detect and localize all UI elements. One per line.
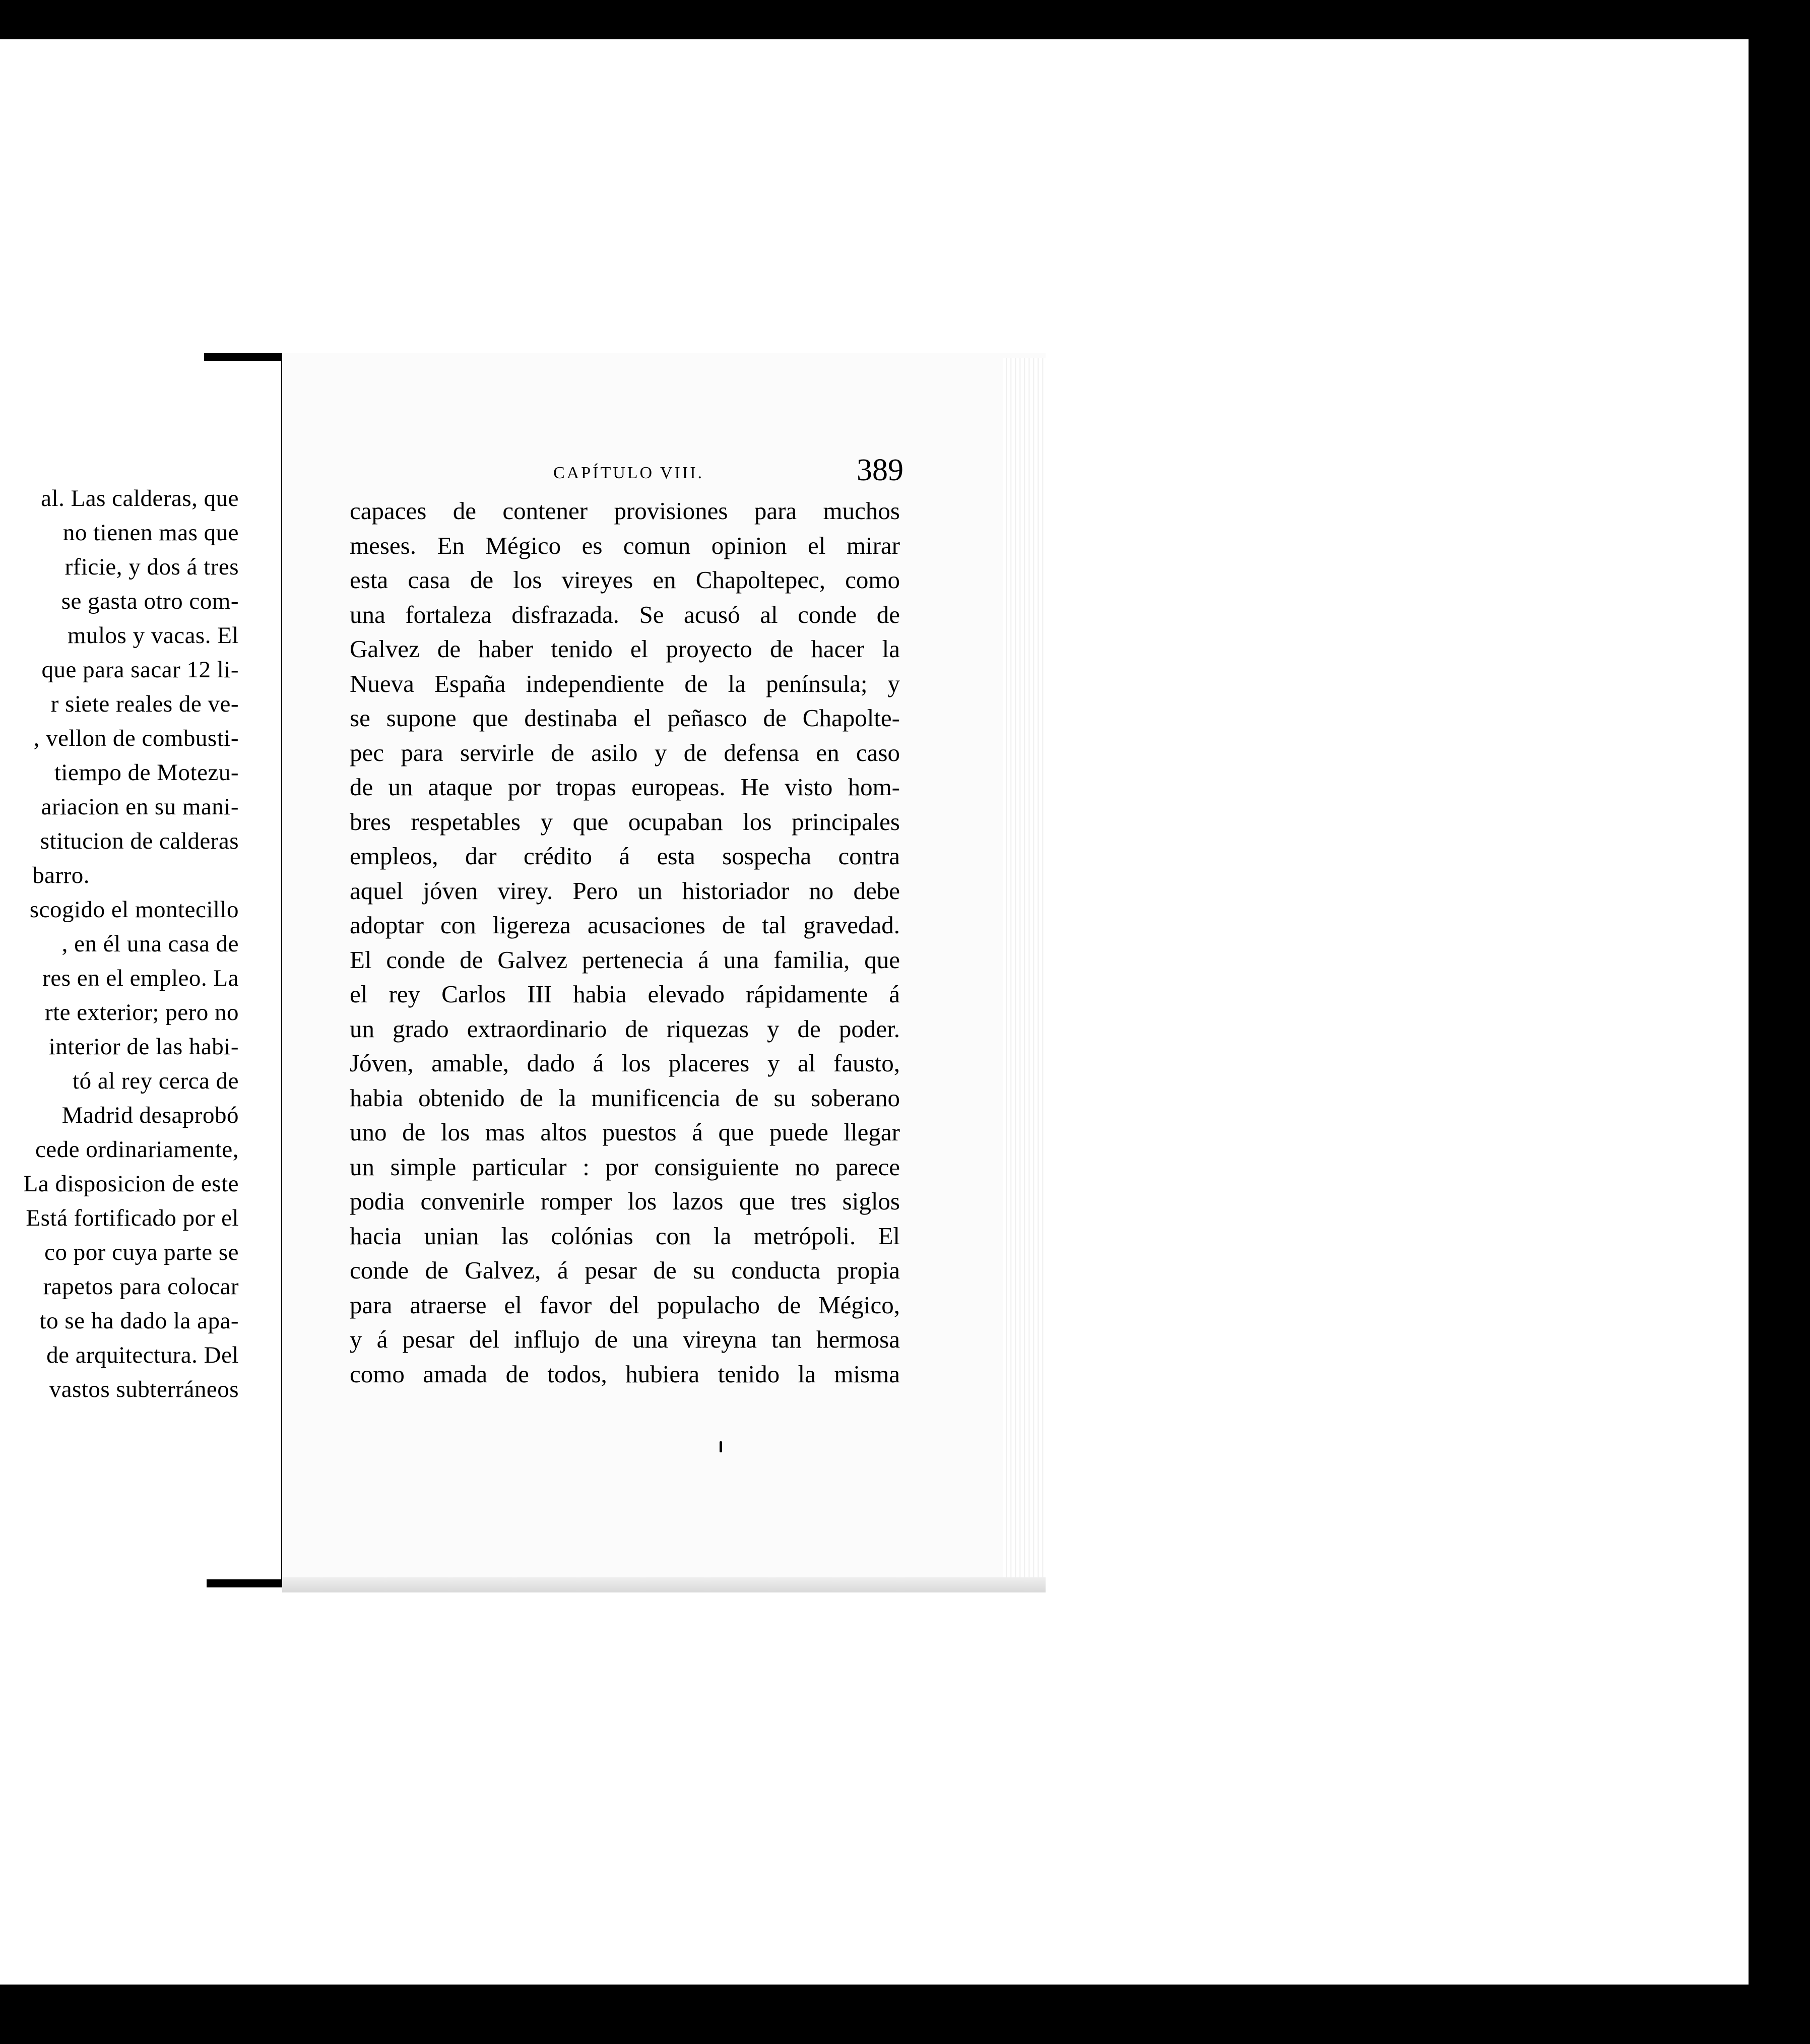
text-line: el rey Carlos III habia elevado rápidamente á: [350, 980, 900, 1008]
left-page-line: rapetos para colocar: [43, 1273, 239, 1300]
text-line: meses. En Mégico es comun opinion el mirar: [350, 531, 900, 559]
left-page-line: , vellon de combusti-: [33, 725, 239, 751]
left-page-line: no tienen mas que: [62, 520, 239, 546]
text-line: uno de los mas altos puestos á que puede llegar: [350, 1118, 900, 1146]
left-page-fragment: [0, 485, 241, 1473]
left-page-line: se gasta otro com-: [61, 588, 239, 614]
left-page-line: tó al rey cerca de: [73, 1068, 239, 1094]
text-line: esta casa de los vireyes en Chapoltepec, como: [350, 566, 900, 594]
left-page-line: tiempo de Motezu-: [54, 759, 239, 786]
left-page-line: to se ha dado la apa-: [39, 1308, 239, 1334]
left-page-line: co por cuya parte se: [44, 1239, 239, 1265]
text-line: un grado extraordinario de riquezas y de poder.: [350, 1014, 900, 1043]
text-line: para atraerse el favor del populacho de Mégico,: [350, 1291, 900, 1319]
left-page-line: Madrid desaprobó: [61, 1102, 239, 1128]
left-page-line: que para sacar 12 li-: [41, 657, 239, 683]
text-line: conde de Galvez, á pesar de su conducta propia: [350, 1256, 900, 1284]
left-page-line: stitucion de calderas: [40, 828, 239, 854]
page-edge-stack: [1003, 358, 1046, 1577]
text-line: como amada de todos, hubiera tenido la misma: [350, 1360, 900, 1388]
running-head: CAPÍTULO VIII.: [553, 464, 704, 482]
text-line: hacia unian las colónias con la metrópoli. El: [350, 1222, 900, 1250]
left-page-line: al. Las calderas, que: [41, 485, 239, 512]
text-line: un simple particular : por consiguiente no parece: [350, 1153, 900, 1181]
text-line: habia obtenido de la munificencia de su soberano: [350, 1083, 900, 1112]
text-line: podia convenirle romper los lazos que tres siglos: [350, 1187, 900, 1215]
text-line: Nueva España independiente de la península; y: [350, 669, 900, 697]
left-page-line: rficie, y dos á tres: [64, 554, 239, 580]
scan-speck: [287, 2013, 292, 2017]
left-page-line: barro.: [32, 862, 90, 888]
scan-speck: [720, 1441, 722, 1452]
page-bottom-edge: [282, 1577, 1046, 1592]
left-page-line: rte exterior; pero no: [44, 999, 239, 1026]
body-text: [350, 494, 900, 1391]
text-line: El conde de Galvez pertenecia á una familia, que: [350, 945, 900, 974]
text-line: empleos, dar crédito á esta sospecha contra: [350, 842, 900, 870]
text-line: pec para servirle de asilo y de defensa en caso: [350, 738, 900, 766]
left-page-line: de arquitectura. Del: [46, 1342, 239, 1368]
text-line: Jóven, amable, dado á los placeres y al fausto,: [350, 1049, 900, 1077]
left-page-line: Está fortificado por el: [26, 1205, 239, 1231]
text-line: se supone que destinaba el peñasco de Chapolte-: [350, 704, 900, 732]
page-number: 389: [857, 453, 903, 487]
text-line: y á pesar del influjo de una vireyna tan hermosa: [350, 1325, 900, 1353]
left-page-line: r siete reales de ve-: [50, 691, 239, 717]
text-line: adoptar con ligereza acusaciones de tal gravedad.: [350, 911, 900, 939]
text-line: Galvez de haber tenido el proyecto de hacer la: [350, 635, 900, 663]
gutter-top-rule: [204, 353, 287, 361]
left-page-line: ariacion en su mani-: [41, 794, 239, 820]
text-line: aquel jóven virey. Pero un historiador no debe: [350, 876, 900, 905]
text-line: bres respetables y que ocupaban los principales: [350, 807, 900, 836]
scan-speck: [1245, 1996, 1248, 2001]
text-line: de un ataque por tropas europeas. He visto hom-: [350, 773, 900, 801]
left-page-line: scogido el montecillo: [29, 897, 239, 923]
left-page-line: mulos y vacas. El: [67, 622, 239, 649]
left-page-line: interior de las habi-: [48, 1034, 239, 1060]
left-page-line: La disposicion de este: [23, 1171, 239, 1197]
left-page-line: cede ordinariamente,: [35, 1136, 239, 1163]
left-page-line: , en él una casa de: [61, 931, 239, 957]
text-line: una fortaleza disfrazada. Se acusó al conde de: [350, 600, 900, 628]
text-line: capaces de contener provisiones para muchos: [350, 497, 900, 525]
left-page-line: vastos subterráneos: [49, 1376, 239, 1402]
left-page-line: res en el empleo. La: [42, 965, 239, 991]
